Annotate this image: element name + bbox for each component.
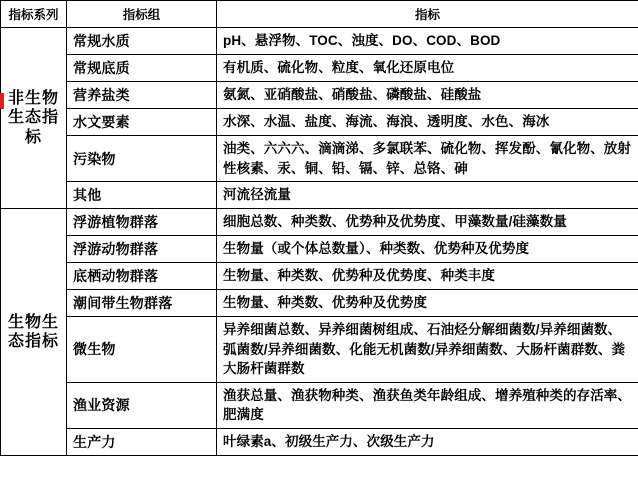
group-cell: 污染物 xyxy=(67,136,217,182)
table-row xyxy=(1,55,638,82)
table-header-row xyxy=(1,1,638,28)
group-cell: 生产力 xyxy=(67,428,217,455)
series-label-abiotic: 非生物生态指标 xyxy=(7,89,59,146)
items-cell: 氨氮、亚硝酸盐、硝酸盐、磷酸盐、硅酸盐 xyxy=(217,82,638,109)
table-row xyxy=(1,428,638,455)
group-cell: 营养盐类 xyxy=(67,82,217,109)
table-row xyxy=(1,109,638,136)
header-series-label: 指标系列 xyxy=(1,1,67,28)
table-row xyxy=(1,236,638,263)
table-row xyxy=(1,263,638,290)
group-cell: 其他 xyxy=(67,182,217,209)
group-cell: 常规底质 xyxy=(67,55,217,82)
table-row xyxy=(1,382,638,428)
items-cell: 叶绿素a、初级生产力、次级生产力 xyxy=(217,428,638,455)
items-cell: 有机质、硫化物、粒度、氧化还原电位 xyxy=(217,55,638,82)
group-cell: 潮间带生物群落 xyxy=(67,290,217,317)
items-cell: 生物量（或个体总数量）、种类数、优势种及优势度 xyxy=(217,236,638,263)
series-cell-abiotic xyxy=(1,28,67,209)
table-row xyxy=(1,182,638,209)
group-cell: 浮游动物群落 xyxy=(67,236,217,263)
group-cell: 微生物 xyxy=(67,317,217,383)
header-items-label: 指标 xyxy=(217,1,638,28)
table-row xyxy=(1,317,638,383)
items-cell: 异养细菌总数、异养细菌树组成、石油烃分解细菌数/异养细菌数、弧菌数/异养细菌数、化能无机菌数/异养细菌数、大肠杆菌群数、粪大肠杆菌群数 xyxy=(217,317,638,383)
items-cell: 油类、六六六、滴滴涕、多氯联苯、硫化物、挥发酚、氰化物、放射性核素、汞、铜、铅、镉、锌、总铬、砷 xyxy=(217,136,638,182)
table-row xyxy=(1,209,638,236)
items-cell: 渔获总量、渔获物种类、渔获鱼类年龄组成、增养殖种类的存活率、肥满度 xyxy=(217,382,638,428)
table-row xyxy=(1,136,638,182)
header-group-label: 指标组 xyxy=(67,1,217,28)
series-cell-biotic xyxy=(1,209,67,456)
items-cell: 水深、水温、盐度、海流、海浪、透明度、水色、海冰 xyxy=(217,109,638,136)
series-label-biotic: 生物生态指标 xyxy=(7,313,59,351)
table-row xyxy=(1,82,638,109)
group-cell: 底栖动物群落 xyxy=(67,263,217,290)
items-cell: 细胞总数、种类数、优势种及优势度、甲藻数量/硅藻数量 xyxy=(217,209,638,236)
items-cell: 生物量、种类数、优势种及优势度、种类丰度 xyxy=(217,263,638,290)
group-cell: 常规水质 xyxy=(67,28,217,55)
group-cell: 浮游植物群落 xyxy=(67,209,217,236)
items-cell: 生物量、种类数、优势种及优势度 xyxy=(217,290,638,317)
table-row xyxy=(1,28,638,55)
group-cell: 渔业资源 xyxy=(67,382,217,428)
table-row xyxy=(1,290,638,317)
items-cell: 河流径流量 xyxy=(217,182,638,209)
left-edge-marker xyxy=(0,93,4,109)
items-cell: pH、悬浮物、TOC、浊度、DO、COD、BOD xyxy=(217,28,638,55)
group-cell: 水文要素 xyxy=(67,109,217,136)
